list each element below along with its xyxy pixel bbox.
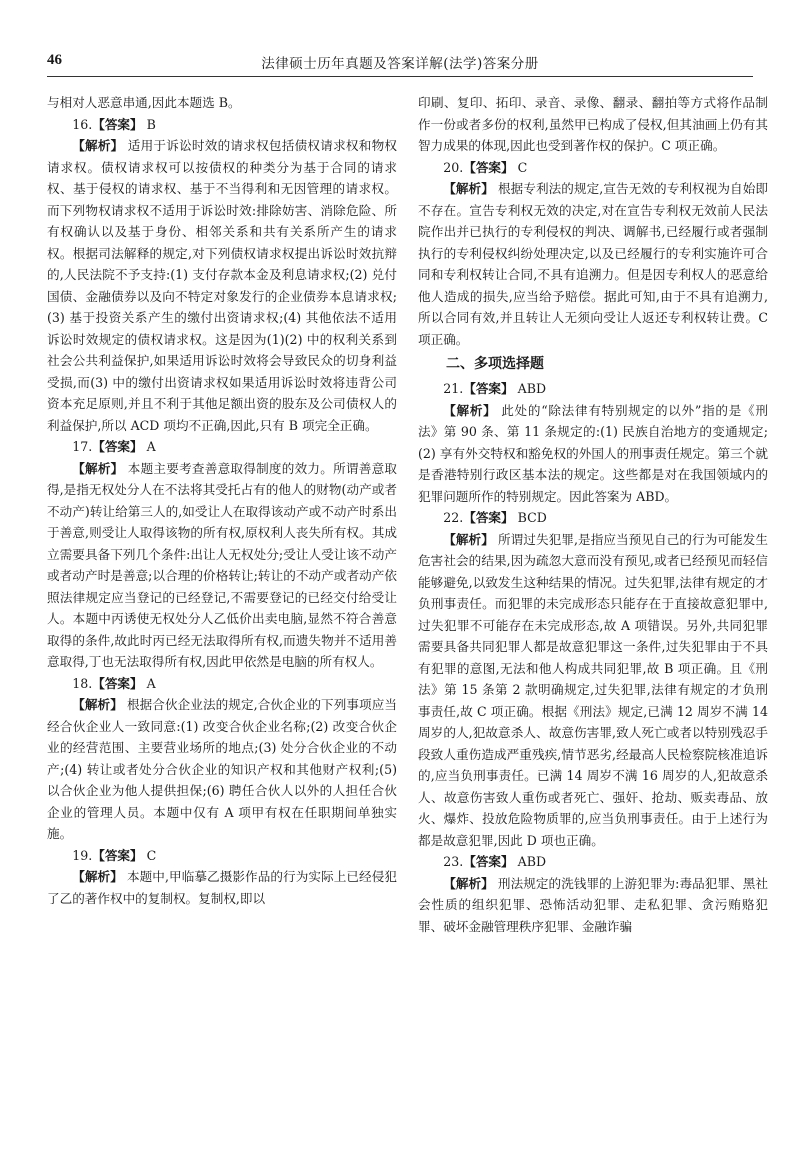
- page-header: [47, 50, 753, 77]
- continued-text: 印刷、复印、拓印、录音、录像、翻录、翻拍等方式将作品制作一份或者多份的权利,虽然甲已构成了侵权,但其油画上仍有其智力成果的体现,因此也受到著作权的保护。C 项正确。: [418, 95, 768, 153]
- answer-22: 22.【答案】 BCD: [443, 510, 547, 525]
- explanation-17: 【解析】 本题主要考查善意取得制度的效力。所谓善意取得,是指无权处分人在不法将其受托占有的他人的财物(动产或者不动产)转让给第三人的,如受让人在取得该动产或不动产时系出于善意,则受让人取得该物的所有权,原权利人丧失所有权。其成立需要具备下列几个条件:出让人无权处分;受让人受让该不动产或者动产时是善意;以合理的价格转让;转让的不动产或者动产依照法律规定应当登记的已经登记,不需要登记的已经交付给受让人。本题中丙诱使无权处分人乙低价出卖电脑,显然不符合善意取得的条件,故此时丙已经无法取得所有权,而遗失物并不适用善意取得,丁也无法取得所有权,因此甲依然是电脑的所有权人。: [47, 460, 397, 669]
- answer-19: 19.【答案】 C: [72, 847, 157, 863]
- explanation-19: 【解析】 本题中,甲临摹乙摄影作品的行为实际上已经侵犯了乙的著作权中的复制权。复制权,即以: [47, 869, 397, 906]
- right-column: [418, 92, 768, 937]
- explanation-20: 【解析】 根据专利法的规定,宣告无效的专利权视为自始即不存在。宣告专利权无效的决定,对在宣告专利权无效前人民法院作出并已执行的专利侵权的判决、调解书,已经履行或者强制执行的专利侵权纠纷处理决定,以及已经履行的专利实施许可合同和专利权转让合同,不具有追溯力。但是因专利权人的恶意给他人造成的损失,应当给予赔偿。据此可知,由于不具有追溯力,所以合同有效,并且转让人无须向受让人返还专利权转让费。C 项正确。: [418, 181, 768, 347]
- section-heading: 二、多项选择题: [446, 356, 544, 372]
- explanation-16: 【解析】 适用于诉讼时效的请求权包括债权请求权和物权请求权。债权请求权可以按债权的种类分为基于合同的请求权、基于侵权的请求权、基于不当得利和无因管理的请求权。而下列物权请求权不适用于诉讼时效:排除妨害、消除危险、所有权确认以及基于身份、相邻关系和共有关系所产生的请求权。根据司法解释的规定,对下列债权请求权提出诉讼时效抗辩的,人民法院不予支持:(1) 支付存款本金及利息请求权;(2) 兑付国债、金融债券以及向不特定对象发行的企业债券本息请求权;(3) 基于投资关系产生的缴付出资请求权;(4) 其他依法不适用诉讼时效规定的债权请求权。这是因为(1)(2) 中的权利关系到社会公共利益保护,如果适用诉讼时效将会导致民众的切身利益受损,而(3) 中的缴付出资请求权如果适用诉讼时效将违背公司资本充足原则,并且不利于其他足额出资的股东及公司债权人的利益保护,所以 ACD 项均不正确,因此,只有 B 项完全正确。: [47, 138, 397, 433]
- explanation-18: 【解析】 根据合伙企业法的规定,合伙企业的下列事项应当经合伙企业人一致同意:(1) 改变合伙企业名称;(2) 改变合伙企业的经营范围、主要营业场所的地点;(3) 处分合伙企业的不动产;(4) 转让或者处分合伙企业的知识产权和其他财产权利;(5) 以合伙企业为他人提供担保;(6) 聘任合伙人以外的人担任合伙企业的管理人员。本题中仅有 A 项甲有权在任职期间单独实施。: [47, 697, 397, 841]
- answer-20: 20.【答案】 C: [443, 159, 528, 175]
- explanation-23: 【解析】 刑法规定的洗钱罪的上游犯罪为:毒品犯罪、黑社会性质的组织犯罪、恐怖活动犯罪、走私犯罪、贪污贿赂犯罪、破坏金融管理秩序犯罪、金融诈骗: [418, 875, 768, 934]
- answer-23: 23.【答案】 ABD: [443, 854, 547, 869]
- explanation-22: 【解析】 所谓过失犯罪,是指应当预见自己的行为可能发生危害社会的结果,因为疏忽大意而没有预见,或者已经预见而轻信能够避免,以致发生这种结果的情况。过失犯罪,法律有规定的才负刑事责任。而犯罪的未完成形态只能存在于直接故意犯罪中,过失犯罪不可能存在未完成形态,故 A 项错误。另外,共同犯罪需要具备共同犯罪人都是故意犯罪这一条件,过失犯罪由于不具有犯罪的意图,无法和他人构成共同犯罪,故 B 项正确。且《刑法》第 15 条第 2 款明确规定,过失犯罪,法律有规定的才负刑事责任,故 C 项正确。根据《刑法》规定,已满 12 周岁不满 14 周岁的人,犯故意杀人、故意伤害罪,致人死亡或者以特别残忍手段致人重伤造成严重残疾,情节恶劣,经最高人民检察院核准追诉的,应当负刑事责任。已满 14 周岁不满 16 周岁的人,犯故意杀人、故意伤害致人重伤或者死亡、强奸、抢劫、贩卖毒品、放火、爆炸、投放危险物质罪的,应当负刑事责任。由于上述行为都是故意犯罪,因此 D 项也正确。: [418, 531, 768, 848]
- answer-16: 16.【答案】 B: [72, 116, 156, 132]
- answer-21: 21.【答案】 ABD: [443, 381, 547, 396]
- running-title: 法律硕士历年真题及答案详解(法学)答案分册: [261, 56, 539, 72]
- explanation-21: 【解析】 此处的“除法律有特别规定的以外”指的是《刑法》第 90 条、第 11 条规定的:(1) 民族自治地方的变通规定;(2) 享有外交特权和豁免权的外国人的刑事责任规定。第三个就是香港特别行政区基本法的规定。这些都是对在我国领域内的犯罪问题所作的特别规定。因此答案为 ABD。: [418, 402, 768, 504]
- answer-18: 18.【答案】 A: [72, 675, 156, 691]
- answer-17: 17.【答案】 A: [72, 439, 156, 454]
- continued-text: 与相对人恶意串通,因此本题选 B。: [47, 95, 241, 110]
- left-column: [47, 92, 397, 909]
- page-number: 46: [47, 52, 62, 68]
